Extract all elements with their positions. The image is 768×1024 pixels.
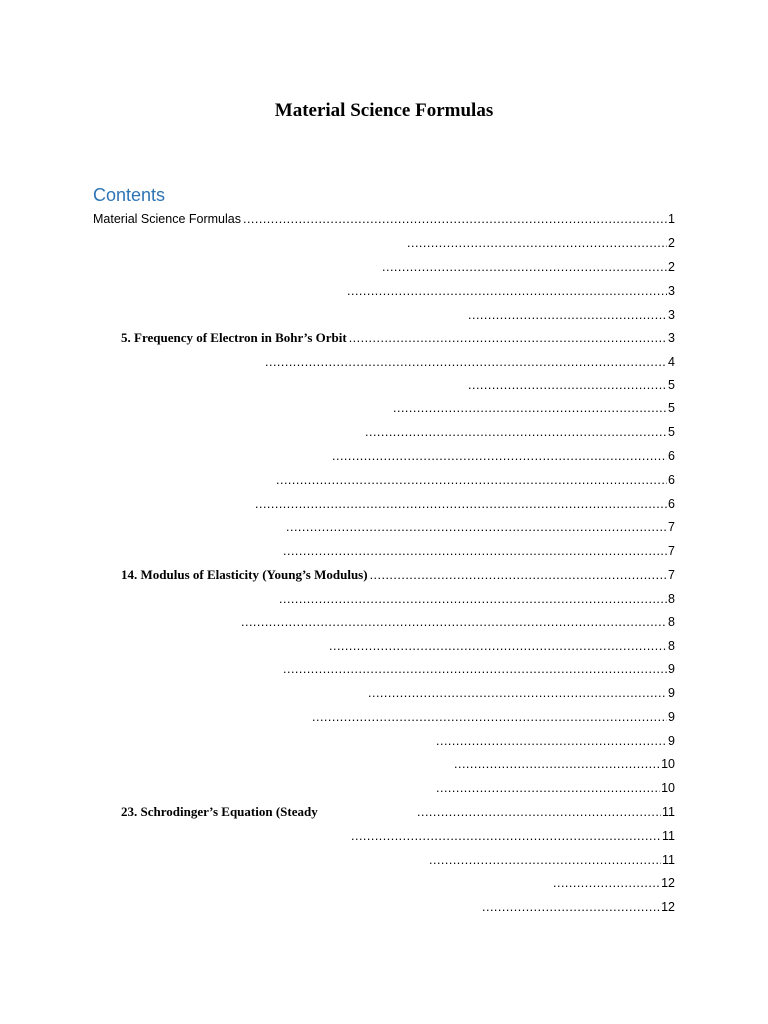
- toc-entry[interactable]: [349, 827, 675, 845]
- toc-entry[interactable]: [466, 376, 675, 394]
- toc-leader-dots: [368, 684, 667, 702]
- toc-entry[interactable]: [284, 518, 675, 536]
- toc-entry-label: Material Science Formulas: [93, 212, 241, 226]
- toc-entry-page: 3: [668, 308, 675, 322]
- toc-entry[interactable]: [427, 851, 675, 869]
- toc-leader-dots: [283, 660, 667, 678]
- toc-leader-dots: [407, 234, 667, 252]
- toc-entry[interactable]: [391, 399, 675, 417]
- toc-entry-page: 12: [661, 900, 675, 914]
- toc-entry[interactable]: [363, 423, 675, 441]
- toc-entry[interactable]: [121, 803, 675, 821]
- toc-entry-page: 6: [668, 473, 675, 487]
- toc-leader-dots: [482, 898, 660, 916]
- toc-entry[interactable]: [434, 779, 675, 797]
- toc-entry-page: 11: [662, 853, 675, 867]
- toc-entry[interactable]: [239, 613, 675, 631]
- toc-leader-dots: [351, 827, 661, 845]
- toc-entry[interactable]: [551, 874, 675, 892]
- toc-leader-dots: [276, 471, 667, 489]
- toc-entry-page: 3: [668, 284, 675, 298]
- toc-entry[interactable]: [253, 495, 675, 513]
- toc-leader-dots: [393, 399, 667, 417]
- toc-entry[interactable]: [93, 210, 675, 228]
- toc-entry[interactable]: [274, 471, 675, 489]
- toc-entry-page: 6: [668, 497, 675, 511]
- toc-leader-dots: [265, 353, 667, 371]
- toc-leader-dots: [370, 566, 667, 584]
- toc-entry[interactable]: [366, 684, 675, 702]
- toc-entry[interactable]: [277, 590, 675, 608]
- toc-entry-page: 5: [668, 401, 675, 415]
- toc-entry-page: 9: [668, 662, 675, 676]
- toc-entry-page: 10: [661, 781, 675, 795]
- toc-leader-dots: [329, 637, 667, 655]
- toc-entry-page: 8: [668, 615, 675, 629]
- toc-entry-page: 1: [668, 212, 675, 226]
- toc-entry[interactable]: [330, 447, 675, 465]
- toc-entry[interactable]: [327, 637, 675, 655]
- toc-leader-dots: [436, 779, 660, 797]
- toc-entry-page: 3: [668, 331, 675, 345]
- toc-entry-page: 12: [661, 876, 675, 890]
- document-title: Material Science Formulas: [274, 100, 494, 121]
- toc-entry[interactable]: [310, 708, 675, 726]
- toc-leader-dots: [468, 376, 667, 394]
- toc-entry-label: 23. Schrodinger’s Equation (Steady: [121, 804, 318, 819]
- toc-entry-page: 9: [668, 710, 675, 724]
- toc-leader-dots: [468, 306, 667, 324]
- toc-entry-page: 10: [661, 757, 675, 771]
- toc-entry-page: 8: [668, 592, 675, 606]
- toc-leader-dots: [347, 282, 667, 300]
- toc-entry-label: 14. Modulus of Elasticity (Young’s Modulus): [121, 567, 368, 582]
- toc-entry[interactable]: [121, 329, 675, 347]
- toc-leader-dots: [349, 329, 667, 347]
- toc-entry-page: 11: [662, 829, 675, 843]
- toc-entry-page: 5: [668, 378, 675, 392]
- toc-entry-page: 7: [668, 520, 675, 534]
- toc-entry-page: 2: [668, 260, 675, 274]
- toc-leader-dots: [332, 447, 667, 465]
- toc-entry-page: 8: [668, 639, 675, 653]
- toc-entry-page: 4: [668, 355, 675, 369]
- toc-leader-dots: [436, 732, 667, 750]
- toc-entry-page: 6: [668, 449, 675, 463]
- toc-entry[interactable]: [434, 732, 675, 750]
- toc-entry-label: 5. Frequency of Electron in Bohr’s Orbit: [121, 330, 347, 345]
- toc-entry[interactable]: [345, 282, 675, 300]
- toc-entry[interactable]: [281, 542, 675, 560]
- toc-entry[interactable]: [452, 755, 675, 773]
- toc-leader-dots: [241, 613, 667, 631]
- toc-entry-page: 11: [662, 805, 675, 819]
- toc-leader-dots: [279, 590, 667, 608]
- toc-leader-dots: [417, 803, 661, 821]
- toc-leader-dots: [243, 210, 667, 228]
- toc-entry[interactable]: [263, 353, 675, 371]
- toc-entry[interactable]: [466, 306, 675, 324]
- toc-leader-dots: [454, 755, 660, 773]
- toc-entry[interactable]: [405, 234, 675, 252]
- toc-entry-page: 7: [668, 544, 675, 558]
- toc-leader-dots: [365, 423, 667, 441]
- toc-entry[interactable]: [380, 258, 675, 276]
- toc-entry-page: 9: [668, 734, 675, 748]
- toc-leader-dots: [255, 495, 667, 513]
- toc-entry[interactable]: [121, 566, 675, 584]
- toc-leader-dots: [312, 708, 667, 726]
- toc-leader-dots: [382, 258, 667, 276]
- toc-leader-dots: [283, 542, 667, 560]
- toc-leader-dots: [553, 874, 660, 892]
- toc-leader-dots: [286, 518, 667, 536]
- toc-entry[interactable]: [480, 898, 675, 916]
- toc-leader-dots: [429, 851, 661, 869]
- toc-entry-page: 7: [668, 568, 675, 582]
- toc-entry-page: 2: [668, 236, 675, 250]
- toc-entry-page: 5: [668, 425, 675, 439]
- toc-entry[interactable]: [281, 660, 675, 678]
- toc-heading: Contents: [93, 185, 166, 205]
- toc-entry-page: 9: [668, 686, 675, 700]
